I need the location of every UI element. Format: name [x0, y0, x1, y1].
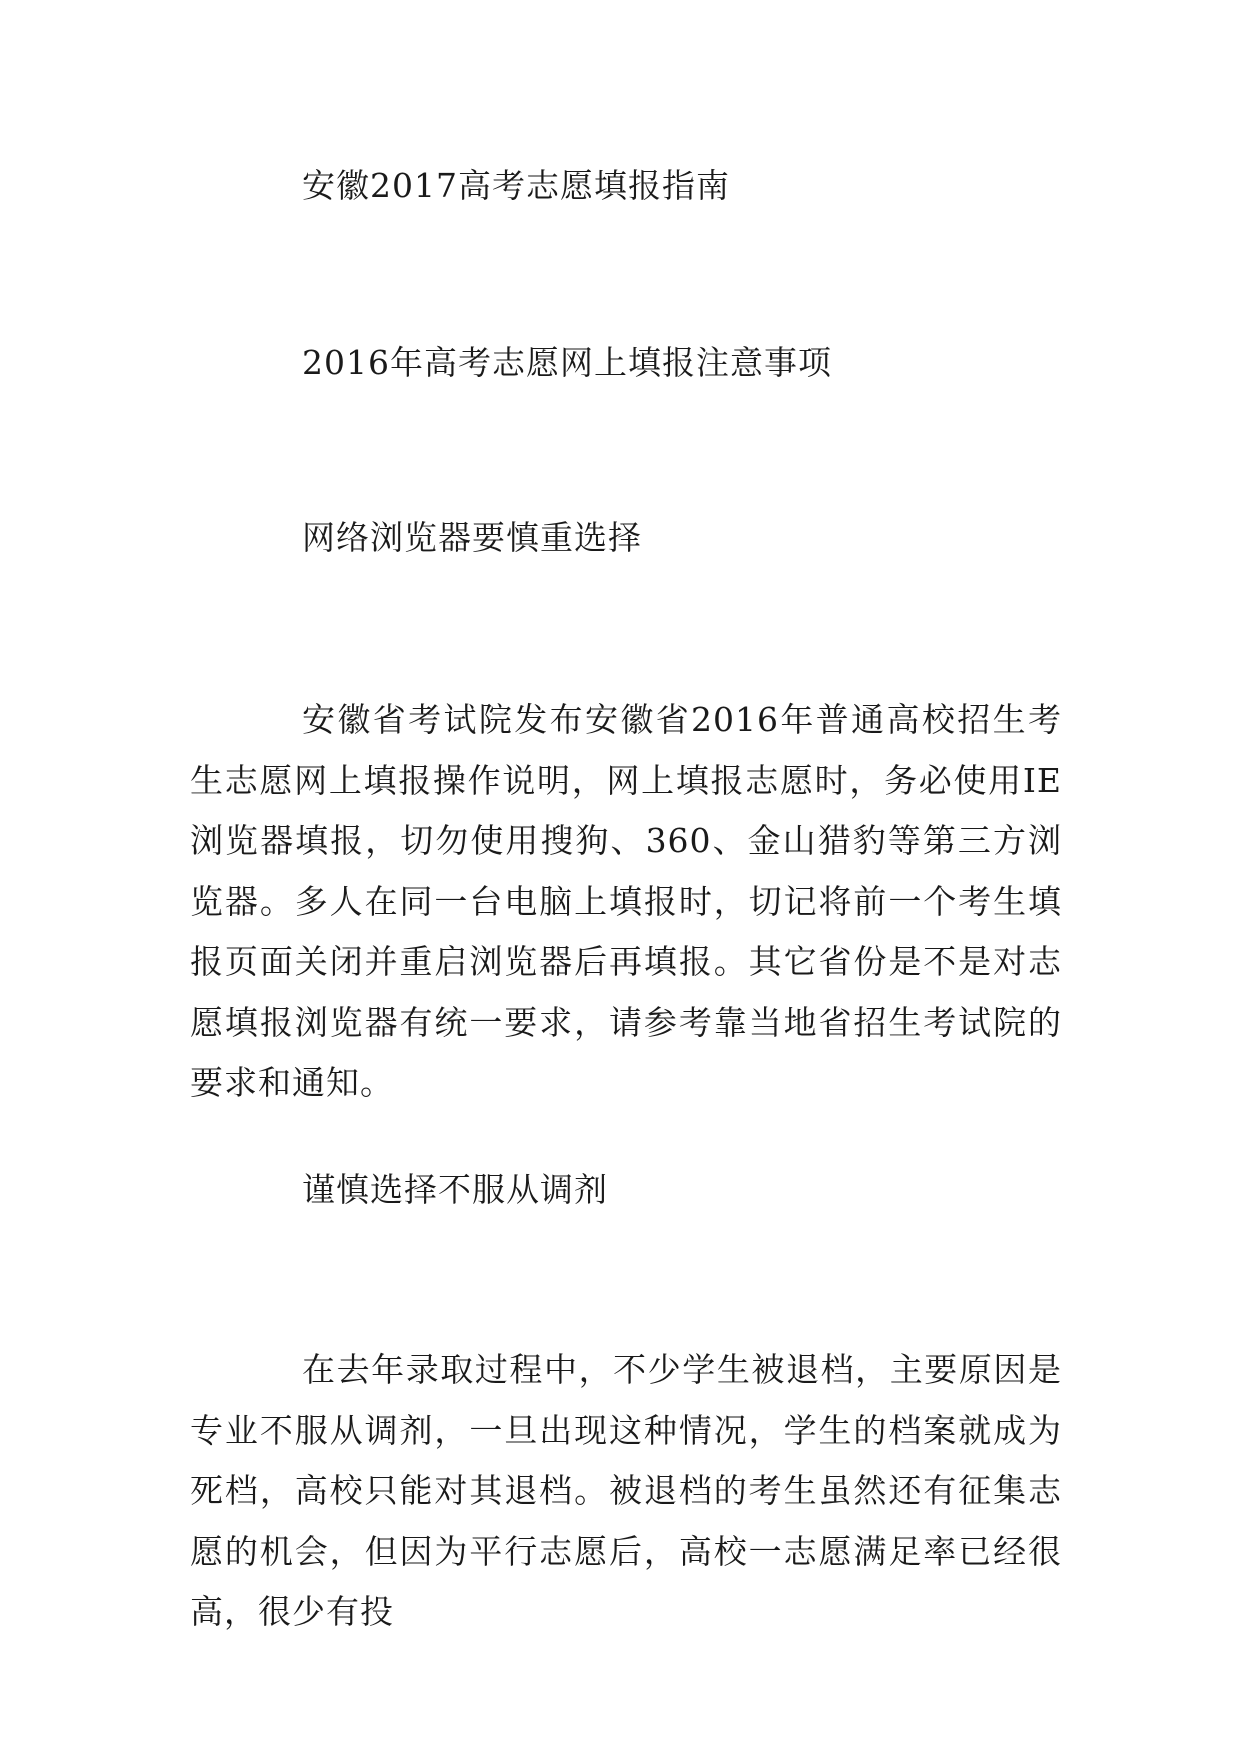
document-title: 安徽2017高考志愿填报指南: [302, 166, 730, 205]
document-subtitle: 2016年高考志愿网上填报注意事项: [302, 343, 832, 382]
section-heading-browser: 网络浏览器要慎重选择: [302, 518, 642, 557]
section-heading-adjustment: 谨慎选择不服从调剂: [302, 1170, 608, 1209]
section-paragraph-browser: 安徽省考试院发布安徽省2016年普通高校招生考生志愿网上填报操作说明，网上填报志愿时，务必使用IE浏览器填报，切勿使用搜狗、360、金山猎豹等第三方浏览器。多人在同一台电脑上填报时，切记将前一个考生填报页面关闭并重启浏览器后再填报。其它省份是不是对志愿填报浏览器有统一要求，请参考靠当地省招生考试院的要求和通知。: [190, 700, 1062, 1102]
section-paragraph-adjustment: 在去年录取过程中，不少学生被退档，主要原因是专业不服从调剂，一旦出现这种情况，学生的档案就成为死档，高校只能对其退档。被退档的考生虽然还有征集志愿的机会，但因为平行志愿后，高校一志愿满足率已经很高，很少有投: [190, 1350, 1062, 1631]
